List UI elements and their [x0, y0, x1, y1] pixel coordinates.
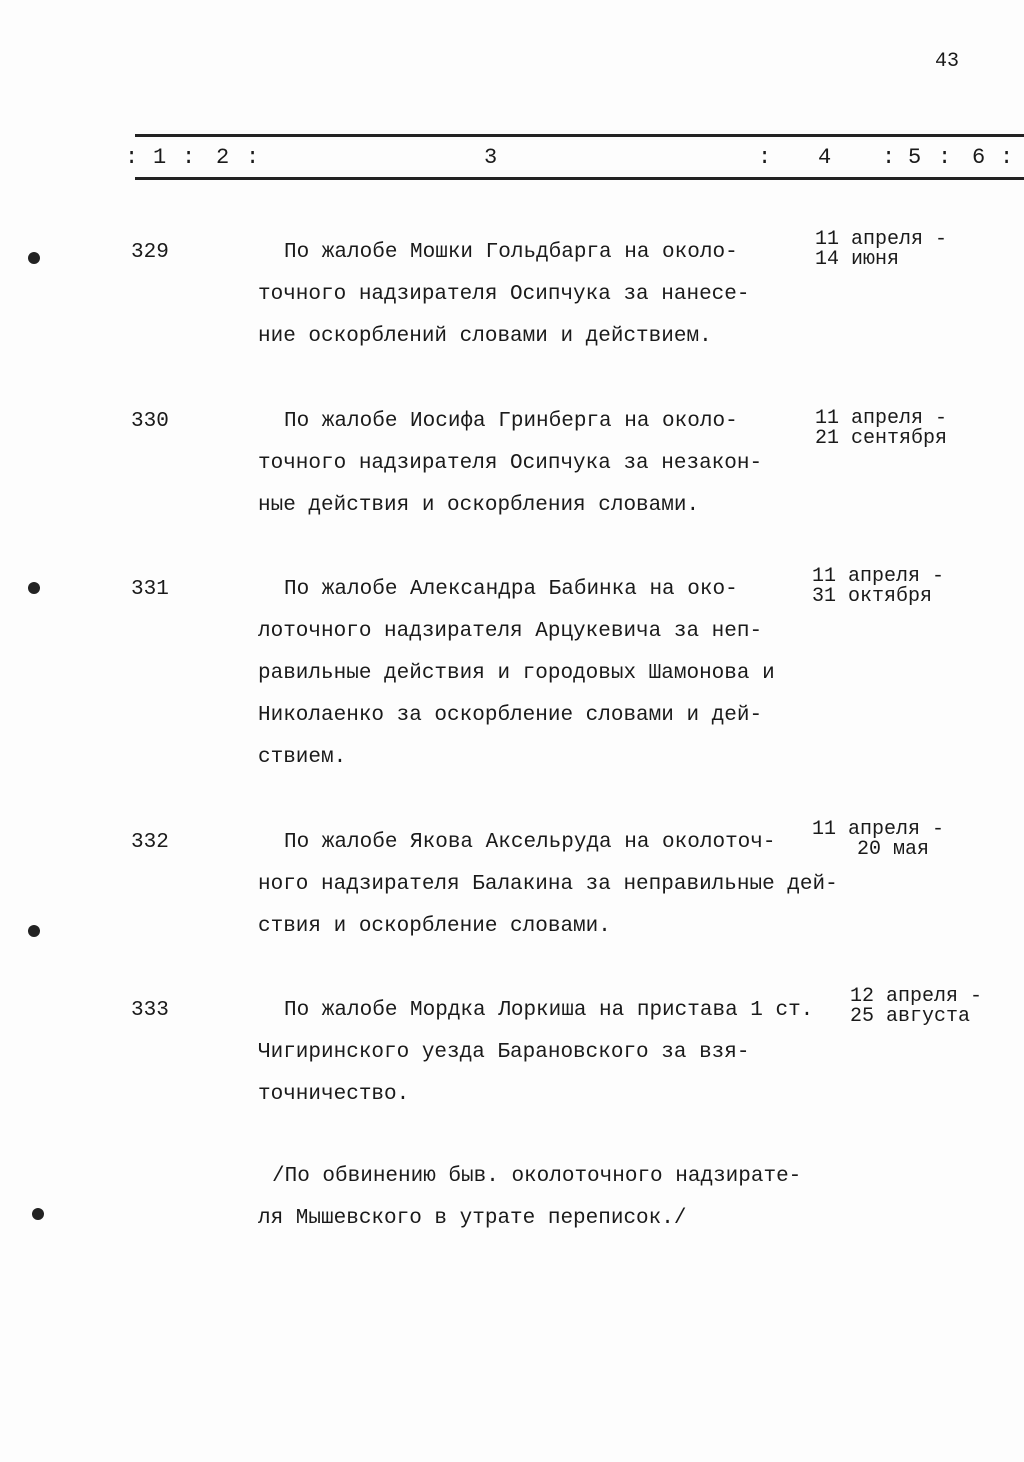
entry-date: 25 августа	[850, 1005, 971, 1028]
punch-hole-mark	[32, 1208, 44, 1220]
entry-text-line: лоточного надзирателя Арцукевича за неп-	[258, 620, 763, 643]
col-4: 4	[818, 145, 832, 170]
col-6: 6	[972, 145, 986, 170]
punch-hole-mark	[28, 582, 40, 594]
entry-text-line: По жалобе Александра Бабинка на око-	[284, 578, 738, 601]
entry-text-line: точного надзирателя Осипчука за нанесе-	[258, 283, 750, 306]
col-5: 5	[908, 145, 922, 170]
entry-date: 11 апреля -	[815, 228, 948, 251]
entry-date: 31 октября	[812, 585, 933, 608]
header-bottom-rule	[135, 177, 1024, 180]
col-sep: :	[882, 145, 896, 170]
header-top-rule	[135, 134, 1024, 137]
entry-date: 11 апреля -	[815, 407, 948, 430]
col-3: 3	[484, 145, 498, 170]
entry-text-line: точного надзирателя Осипчука за незакон-	[258, 452, 763, 475]
col-sep: :	[938, 145, 952, 170]
entry-text-line: ствием.	[258, 746, 347, 769]
entry-date: 21 сентября	[815, 427, 948, 450]
entry-number: 332	[131, 831, 169, 854]
entry-text-line: Чигиринского уезда Барановского за взя-	[258, 1041, 750, 1064]
entry-text-line: По жалобе Якова Аксельруда на околоточ-	[284, 831, 776, 854]
entry-number: 329	[131, 241, 169, 264]
entry-date: 12 апреля -	[850, 985, 983, 1008]
entry-text-line: точничество.	[258, 1083, 410, 1106]
entry-text-line: равильные действия и городовых Шамонова и	[258, 662, 775, 685]
entry-date: 11 апреля -	[812, 818, 945, 841]
col-sep: :	[182, 145, 196, 170]
entry-text-line: По жалобе Мордка Лоркиша на пристава 1 ст.	[284, 999, 814, 1022]
entry-text-line: По жалобе Мошки Гольдбарга на около-	[284, 241, 738, 264]
col-2: 2	[216, 145, 230, 170]
entry-number: 331	[131, 578, 169, 601]
entry-date: 20 мая	[857, 838, 930, 861]
col-sep: :	[246, 145, 260, 170]
entry-text-line: ного надзирателя Балакина за неправильные дей-	[258, 873, 838, 896]
page-number: 43	[935, 50, 960, 73]
note-line: ля Мышевского в утрате переписок./	[258, 1207, 687, 1230]
entry-date: 11 апреля -	[812, 565, 945, 588]
col-sep: :	[1000, 145, 1014, 170]
punch-hole-mark	[28, 925, 40, 937]
col-1: 1	[153, 145, 167, 170]
entry-text-line: ные действия и оскорбления словами.	[258, 494, 700, 517]
col-sep: :	[758, 145, 772, 170]
punch-hole-mark	[28, 252, 40, 264]
note-line: /По обвинению быв. околоточного надзирате-	[272, 1165, 802, 1188]
entry-number: 333	[131, 999, 169, 1022]
entry-text-line: Николаенко за оскорбление словами и дей-	[258, 704, 763, 727]
entry-date: 14 июня	[815, 248, 900, 271]
entry-text-line: ние оскорблений словами и действием.	[258, 325, 712, 348]
entry-text-line: ствия и оскорбление словами.	[258, 915, 611, 938]
entry-number: 330	[131, 410, 169, 433]
col-sep: :	[125, 145, 139, 170]
entry-text-line: По жалобе Иосифа Гринберга на около-	[284, 410, 738, 433]
